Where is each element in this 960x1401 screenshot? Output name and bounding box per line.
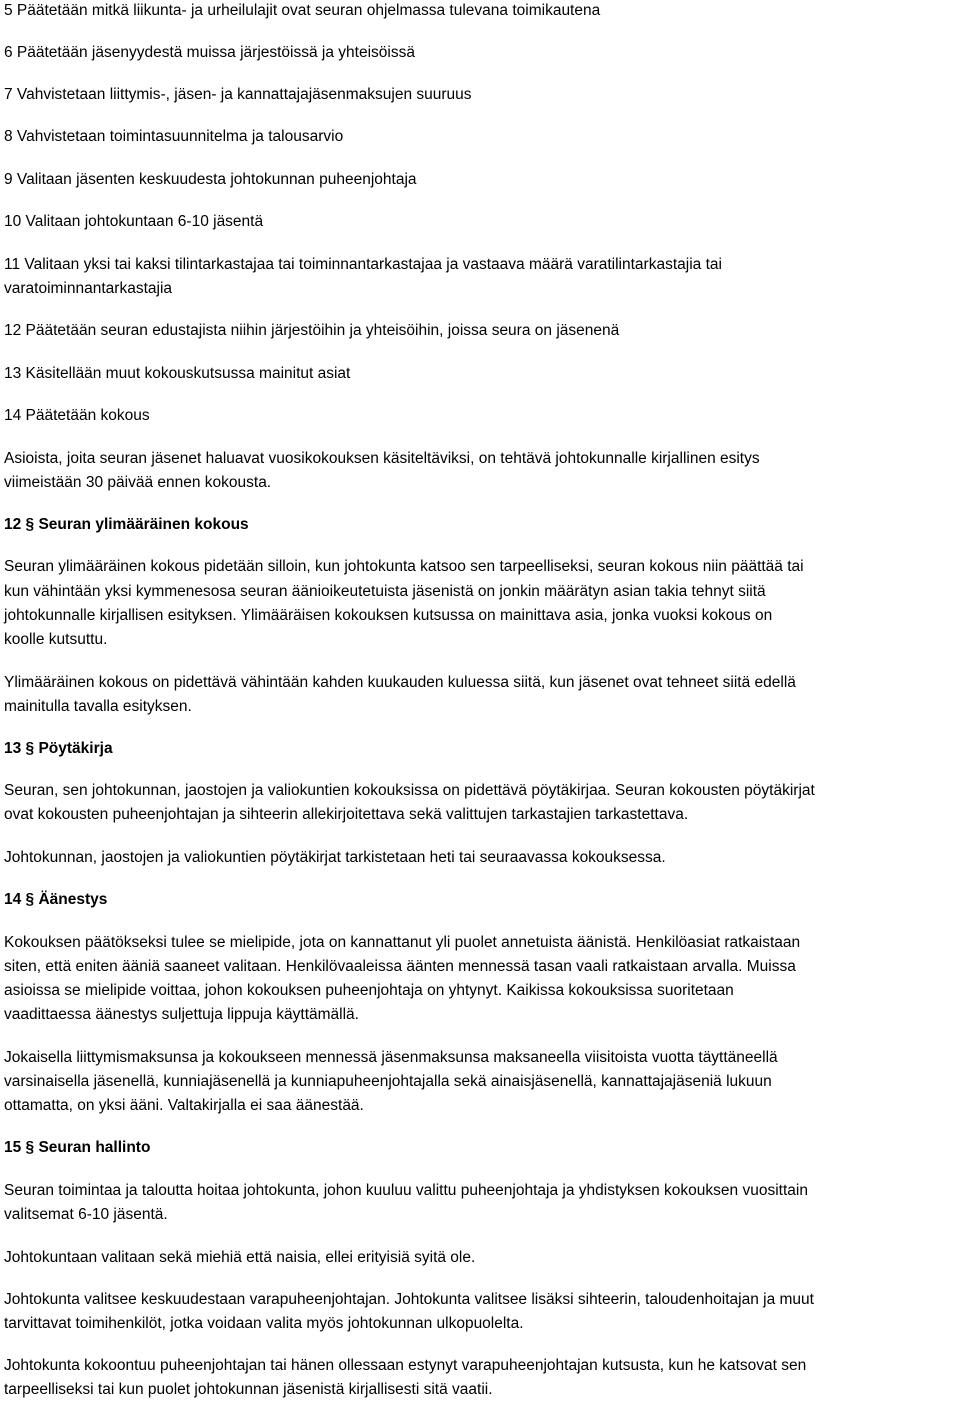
section-12-p2-line-1: Ylimääräinen kokous on pidettävä vähintään kahden kuukauden kuluessa siitä, kun jäsenet ovat tehneet siitä edellä [4, 674, 796, 691]
section-15-heading: 15 § Seuran hallinto [4, 1139, 151, 1156]
asioista-paragraph-line-1: Asioista, joita seuran jäsenet haluavat vuosikokouksen käsiteltäviksi, on tehtävä johtokunnalle kirjallinen esitys [4, 450, 760, 467]
section-14-p1-line-4: vaadittaessa äänestys suljettuja lippuja käyttämällä. [4, 1006, 359, 1023]
section-14-heading: 14 § Äänestys [4, 891, 108, 908]
section-13-heading: 13 § Pöytäkirja [4, 740, 113, 757]
agenda-item-9: 9 Valitaan jäsenten keskuudesta johtokunnan puheenjohtaja [4, 171, 417, 188]
section-15-p3-line-1: Johtokunta valitsee keskuudestaan varapuheenjohtajan. Johtokunta valitsee lisäksi sihteerin, taloudenhoitajan ja muut [4, 1291, 814, 1308]
section-15-p4-line-1: Johtokunta kokoontuu puheenjohtajan tai hänen ollessaan estynyt varapuheenjohtajan kutsusta, kun he katsovat sen [4, 1357, 807, 1374]
section-15-p3-line-2: tarvittavat toimihenkilöt, jotka voidaan valita myös johtokunnan ulkopuolelta. [4, 1315, 524, 1332]
section-15-p1-line-2: valitsemat 6-10 jäsentä. [4, 1206, 168, 1223]
agenda-item-8: 8 Vahvistetaan toimintasuunnitelma ja talousarvio [4, 128, 344, 145]
asioista-paragraph-line-2: viimeistään 30 päivää ennen kokousta. [4, 474, 272, 491]
section-13-p1-line-2: ovat kokousten puheenjohtajan ja sihteerin allekirjoitettava sekä valittujen tarkastajien tarkastettava. [4, 806, 689, 823]
section-14-p2-line-1: Jokaisella liittymismaksunsa ja kokoukseen mennessä jäsenmaksunsa maksaneella viisitoista vuotta täyttäneellä [4, 1049, 778, 1066]
section-14-p1-line-3: asioissa se mielipide voittaa, johon kokouksen puheenjohtaja on yhtynyt. Kaikissa kokouksissa suoritetaan [4, 982, 734, 999]
section-12-p2-line-2: mainitulla tavalla esityksen. [4, 698, 192, 715]
section-15-p1-line-1: Seuran toimintaa ja taloutta hoitaa johtokunta, johon kuuluu valittu puheenjohtaja ja yhdistyksen kokouksen vuosittain [4, 1182, 808, 1199]
section-12-p1-line-2: kun vähintään yksi kymmenesosa seuran äänioikeutetuista jäsenistä on jonkin määrätyn asian takia tehnyt siitä [4, 583, 766, 600]
section-14-p1-line-2: siten, että eniten ääniä saaneet valitaan. Henkilövaaleissa äänten mennessä tasan vaali ratkaistaan arvalla. Muissa [4, 958, 796, 975]
agenda-item-14: 14 Päätetään kokous [4, 407, 150, 424]
agenda-item-12: 12 Päätetään seuran edustajista niihin järjestöihin ja yhteisöihin, joissa seura on jäsenenä [4, 322, 620, 339]
section-14-p2-line-3: ottamatta, on yksi ääni. Valtakirjalla ei saa äänestää. [4, 1097, 364, 1114]
section-12-p1-line-4: koolle kutsuttu. [4, 631, 108, 648]
agenda-item-11-line-1: 11 Valitaan yksi tai kaksi tilintarkastajaa tai toiminnantarkastajaa ja vastaava määrä varatilintarkastajia tai [4, 256, 722, 273]
section-13-p2: Johtokunnan, jaostojen ja valiokuntien pöytäkirjat tarkistetaan heti tai seuraavassa kokouksessa. [4, 849, 666, 866]
agenda-item-10: 10 Valitaan johtokuntaan 6-10 jäsentä [4, 213, 264, 230]
agenda-item-7: 7 Vahvistetaan liittymis-, jäsen- ja kannattajajäsenmaksujen suuruus [4, 86, 472, 103]
agenda-item-11-line-2: varatoiminnantarkastajia [4, 280, 173, 297]
agenda-item-13: 13 Käsitellään muut kokouskutsussa mainitut asiat [4, 365, 351, 382]
agenda-item-6: 6 Päätetään jäsenyydestä muissa järjestöissä ja yhteisöissä [4, 44, 415, 61]
section-12-p1-line-3: johtokunnalle kirjallisen esityksen. Ylimääräisen kokouksen kutsussa on mainittava asia, jonka vuoksi kokous on [4, 607, 773, 624]
section-14-p2-line-2: varsinaisella jäsenellä, kunniajäsenellä ja kunniapuheenjohtajalla sekä ainaisjäsenellä, kannattajajäseniä lukuun [4, 1073, 772, 1090]
section-14-p1-line-1: Kokouksen päätökseksi tulee se mielipide, jota on kannattanut yli puolet annetuista äänistä. Henkilöasiat ratkaistaan [4, 934, 801, 951]
section-12-p1-line-1: Seuran ylimääräinen kokous pidetään silloin, kun johtokunta katsoo sen tarpeelliseksi, seuran kokous niin päättää tai [4, 558, 804, 575]
section-15-p2: Johtokuntaan valitaan sekä miehiä että naisia, ellei erityisiä syitä ole. [4, 1249, 476, 1266]
section-15-p4-line-2: tarpeelliseksi tai kun puolet johtokunnan jäsenistä kirjallisesti sitä vaatii. [4, 1381, 493, 1398]
agenda-item-5: 5 Päätetään mitkä liikunta- ja urheilulajit ovat seuran ohjelmassa tulevana toimikautena [4, 2, 601, 19]
section-13-p1-line-1: Seuran, sen johtokunnan, jaostojen ja valiokuntien kokouksissa on pidettävä pöytäkirjaa. Seuran kokousten pöytäkirjat [4, 782, 815, 799]
section-12-heading: 12 § Seuran ylimääräinen kokous [4, 516, 249, 533]
